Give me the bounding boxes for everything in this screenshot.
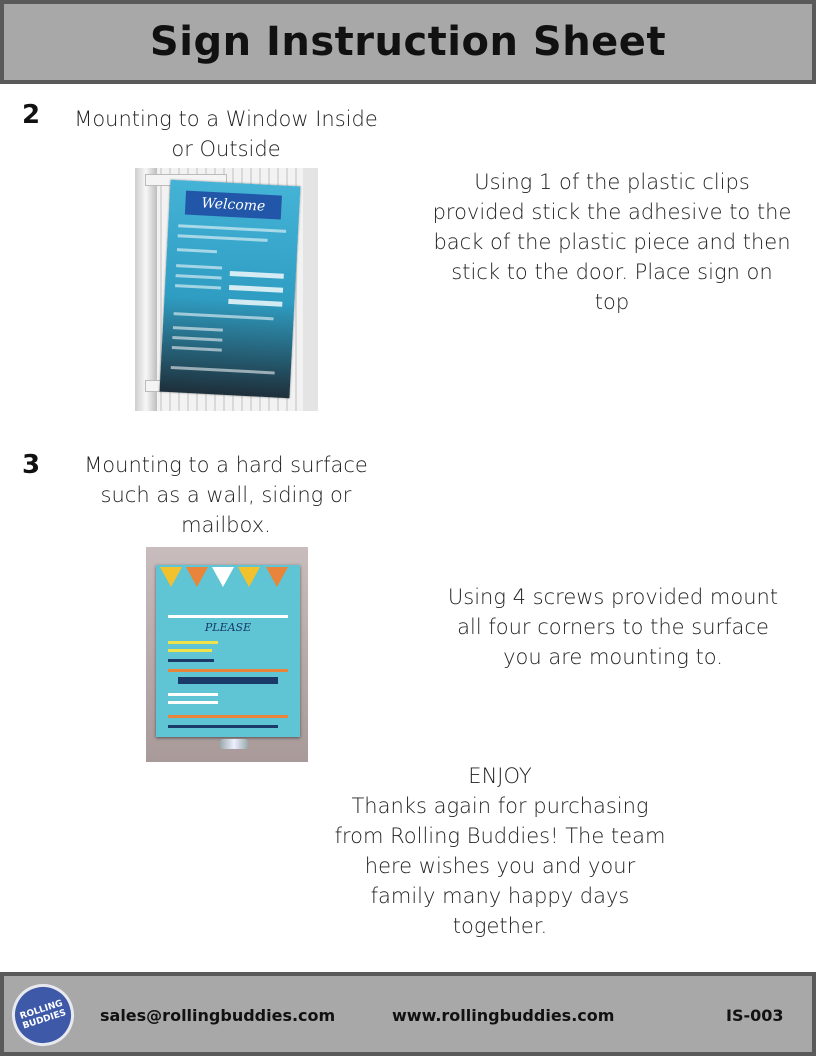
closing-line: Thanks again for purchasing <box>351 794 649 818</box>
step-heading-line: or Outside <box>171 137 281 161</box>
rolling-buddies-logo <box>4 976 82 1054</box>
wall-mount-photo <box>146 547 308 762</box>
footer-email: sales@rollingbuddies.com <box>100 1006 336 1025</box>
step-heading-line: Mounting to a Window Inside <box>74 107 378 131</box>
step-instructions <box>440 582 786 672</box>
step-heading <box>66 104 386 164</box>
sign-ribbon-text: Welcome <box>185 191 282 220</box>
step-number: 3 <box>22 450 41 480</box>
instruction-line: back of the plastic piece and then <box>433 230 791 254</box>
logo-text: ROLLING BUDDIES <box>18 998 68 1032</box>
step-heading <box>66 450 386 540</box>
step-number: 2 <box>22 100 41 130</box>
step-heading-line: such as a wall, siding or <box>100 483 352 507</box>
step-heading-line: mailbox. <box>181 513 271 537</box>
page-header <box>0 0 816 84</box>
page-footer <box>0 972 816 1056</box>
closing-line: family many happy days <box>370 884 630 908</box>
sign-photo-image <box>156 565 300 737</box>
closing-message <box>330 761 670 941</box>
document-id: IS-003 <box>726 1006 784 1025</box>
page-title: Sign Instruction Sheet <box>149 19 667 65</box>
instruction-line: Using 1 of the plastic clips <box>474 170 750 194</box>
instruction-line: Using 4 screws provided mount <box>447 585 779 609</box>
instruction-line: stick to the door. Place sign on <box>451 260 773 284</box>
window-mount-photo <box>135 168 318 411</box>
closing-line: together. <box>452 914 548 938</box>
step-heading-line: Mounting to a hard surface <box>84 453 368 477</box>
closing-line: here wishes you and your <box>364 854 636 878</box>
instruction-line: all four corners to the surface <box>457 615 769 639</box>
footer-website: www.rollingbuddies.com <box>392 1006 615 1025</box>
sign-photo-text: PLEASE <box>204 621 252 634</box>
closing-line: from Rolling Buddies! The team <box>334 824 666 848</box>
instruction-line: top <box>594 290 630 314</box>
closing-line: ENJOY <box>468 764 532 788</box>
instruction-line: provided stick the adhesive to the <box>432 200 792 224</box>
sign-photo-image <box>160 180 301 399</box>
step-instructions <box>430 167 794 317</box>
instruction-line: you are mounting to. <box>503 645 723 669</box>
